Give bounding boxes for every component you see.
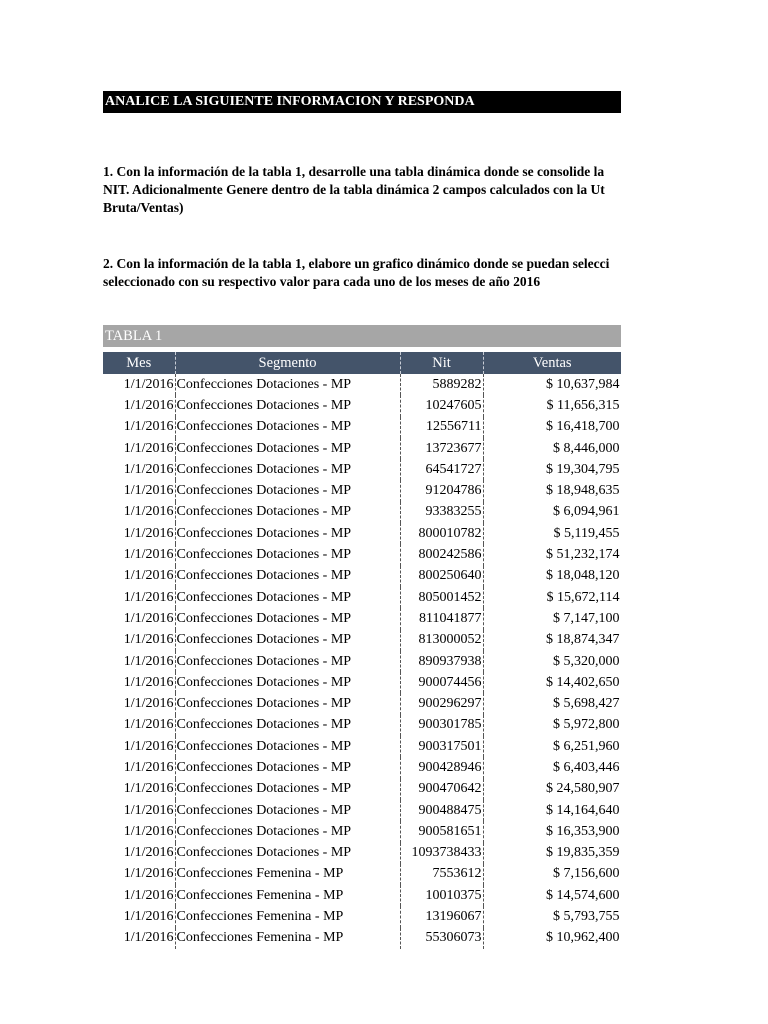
cell-nit[interactable]: 900488475	[400, 800, 483, 821]
cell-ventas[interactable]: $ 10,962,400	[483, 928, 621, 949]
cell-mes[interactable]: 1/1/2016	[103, 715, 175, 736]
table-row	[103, 906, 621, 927]
cell-segmento[interactable]: Confecciones Dotaciones - MP	[175, 374, 400, 395]
cell-nit[interactable]: 64541727	[400, 459, 483, 480]
cell-mes[interactable]: 1/1/2016	[103, 630, 175, 651]
cell-ventas[interactable]: $ 6,403,446	[483, 757, 621, 778]
question-2-line: 2. Con la información de la tabla 1, elabore un grafico dinámico donde se puedan selecci	[103, 256, 610, 271]
cell-nit[interactable]: 800250640	[400, 566, 483, 587]
cell-ventas[interactable]: $ 16,418,700	[483, 417, 621, 438]
cell-nit[interactable]: 7553612	[400, 864, 483, 885]
cell-mes[interactable]: 1/1/2016	[103, 480, 175, 501]
cell-nit[interactable]: 805001452	[400, 587, 483, 608]
header-mes[interactable]: Mes	[103, 352, 175, 374]
cell-segmento[interactable]: Confecciones Dotaciones - MP	[175, 608, 400, 629]
header-ventas[interactable]: Ventas	[483, 352, 621, 374]
cell-segmento[interactable]: Confecciones Dotaciones - MP	[175, 800, 400, 821]
cell-nit[interactable]: 800010782	[400, 523, 483, 544]
question-1-line: Bruta/Ventas)	[103, 200, 184, 215]
cell-ventas[interactable]: $ 5,972,800	[483, 715, 621, 736]
cell-nit[interactable]: 811041877	[400, 608, 483, 629]
cell-segmento[interactable]: Confecciones Dotaciones - MP	[175, 757, 400, 778]
cell-ventas[interactable]: $ 10,637,984	[483, 374, 621, 395]
table-row	[103, 417, 621, 438]
cell-segmento[interactable]: Confecciones Dotaciones - MP	[175, 459, 400, 480]
cell-segmento[interactable]: Confecciones Dotaciones - MP	[175, 395, 400, 416]
question-1-line: 1. Con la información de la tabla 1, desarrolle una tabla dinámica donde se consolide la	[103, 164, 605, 179]
cell-ventas[interactable]: $ 5,320,000	[483, 651, 621, 672]
table-row	[103, 459, 621, 480]
cell-ventas[interactable]: $ 51,232,174	[483, 544, 621, 565]
table-row	[103, 523, 621, 544]
instructions-banner: ANALICE LA SIGUIENTE INFORMACION Y RESPONDA	[103, 91, 621, 113]
table-row	[103, 438, 621, 459]
cell-mes[interactable]: 1/1/2016	[103, 417, 175, 438]
cell-ventas[interactable]: $ 5,793,755	[483, 906, 621, 927]
cell-segmento[interactable]: Confecciones Dotaciones - MP	[175, 736, 400, 757]
cell-segmento[interactable]: Confecciones Femenina - MP	[175, 885, 400, 906]
cell-nit[interactable]: 900470642	[400, 779, 483, 800]
header-nit[interactable]: Nit	[400, 352, 483, 374]
table-row	[103, 757, 621, 778]
cell-segmento[interactable]: Confecciones Dotaciones - MP	[175, 438, 400, 459]
table-row	[103, 715, 621, 736]
cell-segmento[interactable]: Confecciones Dotaciones - MP	[175, 651, 400, 672]
cell-segmento[interactable]: Confecciones Femenina - MP	[175, 906, 400, 927]
table-row	[103, 651, 621, 672]
cell-ventas[interactable]: $ 5,698,427	[483, 693, 621, 714]
cell-mes[interactable]: 1/1/2016	[103, 800, 175, 821]
cell-mes[interactable]: 1/1/2016	[103, 651, 175, 672]
question-2	[103, 255, 621, 291]
cell-nit[interactable]: 900428946	[400, 757, 483, 778]
question-2-line: seleccionado con su respectivo valor para cada uno de los meses de año 2016	[103, 274, 541, 289]
cell-ventas[interactable]: $ 11,656,315	[483, 395, 621, 416]
cell-mes[interactable]: 1/1/2016	[103, 736, 175, 757]
cell-segmento[interactable]: Confecciones Dotaciones - MP	[175, 715, 400, 736]
cell-ventas[interactable]: $ 18,948,635	[483, 480, 621, 501]
cell-nit[interactable]: 93383255	[400, 502, 483, 523]
cell-ventas[interactable]: $ 14,402,650	[483, 672, 621, 693]
cell-segmento[interactable]: Confecciones Dotaciones - MP	[175, 587, 400, 608]
cell-nit[interactable]: 13723677	[400, 438, 483, 459]
table-row	[103, 480, 621, 501]
cell-mes[interactable]: 1/1/2016	[103, 608, 175, 629]
cell-mes[interactable]: 1/1/2016	[103, 779, 175, 800]
cell-segmento[interactable]: Confecciones Dotaciones - MP	[175, 779, 400, 800]
table-header-row	[103, 352, 621, 374]
cell-nit[interactable]: 800242586	[400, 544, 483, 565]
cell-mes[interactable]: 1/1/2016	[103, 438, 175, 459]
cell-mes[interactable]: 1/1/2016	[103, 693, 175, 714]
table-row	[103, 374, 621, 395]
cell-nit[interactable]: 1093738433	[400, 843, 483, 864]
table-row	[103, 779, 621, 800]
table-row	[103, 800, 621, 821]
cell-ventas[interactable]: $ 18,048,120	[483, 566, 621, 587]
cell-mes[interactable]: 1/1/2016	[103, 587, 175, 608]
cell-ventas[interactable]: $ 7,147,100	[483, 608, 621, 629]
table-row	[103, 928, 621, 949]
cell-segmento[interactable]: Confecciones Femenina - MP	[175, 928, 400, 949]
table-row	[103, 630, 621, 651]
cell-nit[interactable]: 900317501	[400, 736, 483, 757]
cell-nit[interactable]: 91204786	[400, 480, 483, 501]
cell-nit[interactable]: 900301785	[400, 715, 483, 736]
cell-segmento[interactable]: Confecciones Dotaciones - MP	[175, 672, 400, 693]
cell-ventas[interactable]: $ 6,251,960	[483, 736, 621, 757]
cell-mes[interactable]: 1/1/2016	[103, 928, 175, 949]
cell-mes[interactable]: 1/1/2016	[103, 843, 175, 864]
header-segmento[interactable]: Segmento	[175, 352, 400, 374]
cell-ventas[interactable]: $ 16,353,900	[483, 821, 621, 842]
cell-nit[interactable]: 5889282	[400, 374, 483, 395]
table-row	[103, 693, 621, 714]
cell-mes[interactable]: 1/1/2016	[103, 395, 175, 416]
table-row	[103, 843, 621, 864]
cell-mes[interactable]: 1/1/2016	[103, 544, 175, 565]
spreadsheet-area	[103, 0, 621, 1024]
table-title: TABLA 1	[103, 325, 621, 347]
cell-mes[interactable]: 1/1/2016	[103, 757, 175, 778]
cell-mes[interactable]: 1/1/2016	[103, 864, 175, 885]
table-row	[103, 821, 621, 842]
cell-segmento[interactable]: Confecciones Dotaciones - MP	[175, 843, 400, 864]
cell-ventas[interactable]: $ 8,446,000	[483, 438, 621, 459]
cell-mes[interactable]: 1/1/2016	[103, 374, 175, 395]
cell-nit[interactable]: 900074456	[400, 672, 483, 693]
cell-mes[interactable]: 1/1/2016	[103, 566, 175, 587]
data-table	[103, 352, 621, 949]
cell-ventas[interactable]: $ 5,119,455	[483, 523, 621, 544]
cell-segmento[interactable]: Confecciones Dotaciones - MP	[175, 566, 400, 587]
cell-ventas[interactable]: $ 15,672,114	[483, 587, 621, 608]
cell-mes[interactable]: 1/1/2016	[103, 885, 175, 906]
cell-nit[interactable]: 10010375	[400, 885, 483, 906]
cell-ventas[interactable]: $ 7,156,600	[483, 864, 621, 885]
cell-segmento[interactable]: Confecciones Dotaciones - MP	[175, 544, 400, 565]
cell-segmento[interactable]: Confecciones Femenina - MP	[175, 864, 400, 885]
cell-mes[interactable]: 1/1/2016	[103, 502, 175, 523]
cell-ventas[interactable]: $ 24,580,907	[483, 779, 621, 800]
cell-nit[interactable]: 900581651	[400, 821, 483, 842]
question-1-line: NIT. Adicionalmente Genere dentro de la tabla dinámica 2 campos calculados con la Ut	[103, 182, 605, 197]
cell-mes[interactable]: 1/1/2016	[103, 821, 175, 842]
table-row	[103, 608, 621, 629]
table-row	[103, 502, 621, 523]
cell-nit[interactable]: 13196067	[400, 906, 483, 927]
cell-nit[interactable]: 900296297	[400, 693, 483, 714]
cell-mes[interactable]: 1/1/2016	[103, 523, 175, 544]
table-row	[103, 885, 621, 906]
cell-nit[interactable]: 10247605	[400, 395, 483, 416]
table-row	[103, 566, 621, 587]
cell-segmento[interactable]: Confecciones Dotaciones - MP	[175, 480, 400, 501]
cell-segmento[interactable]: Confecciones Dotaciones - MP	[175, 693, 400, 714]
table-row	[103, 544, 621, 565]
cell-mes[interactable]: 1/1/2016	[103, 672, 175, 693]
table-row	[103, 395, 621, 416]
cell-nit[interactable]: 55306073	[400, 928, 483, 949]
cell-segmento[interactable]: Confecciones Dotaciones - MP	[175, 502, 400, 523]
cell-ventas[interactable]: $ 19,304,795	[483, 459, 621, 480]
cell-nit[interactable]: 12556711	[400, 417, 483, 438]
cell-segmento[interactable]: Confecciones Dotaciones - MP	[175, 630, 400, 651]
cell-segmento[interactable]: Confecciones Dotaciones - MP	[175, 821, 400, 842]
cell-ventas[interactable]: $ 14,164,640	[483, 800, 621, 821]
question-1	[103, 163, 621, 217]
cell-segmento[interactable]: Confecciones Dotaciones - MP	[175, 523, 400, 544]
table-row	[103, 736, 621, 757]
cell-mes[interactable]: 1/1/2016	[103, 906, 175, 927]
cell-mes[interactable]: 1/1/2016	[103, 459, 175, 480]
cell-ventas[interactable]: $ 14,574,600	[483, 885, 621, 906]
table-row	[103, 672, 621, 693]
cell-segmento[interactable]: Confecciones Dotaciones - MP	[175, 417, 400, 438]
table-row	[103, 864, 621, 885]
cell-nit[interactable]: 813000052	[400, 630, 483, 651]
cell-ventas[interactable]: $ 18,874,347	[483, 630, 621, 651]
table-row	[103, 587, 621, 608]
cell-ventas[interactable]: $ 19,835,359	[483, 843, 621, 864]
cell-ventas[interactable]: $ 6,094,961	[483, 502, 621, 523]
cell-nit[interactable]: 890937938	[400, 651, 483, 672]
